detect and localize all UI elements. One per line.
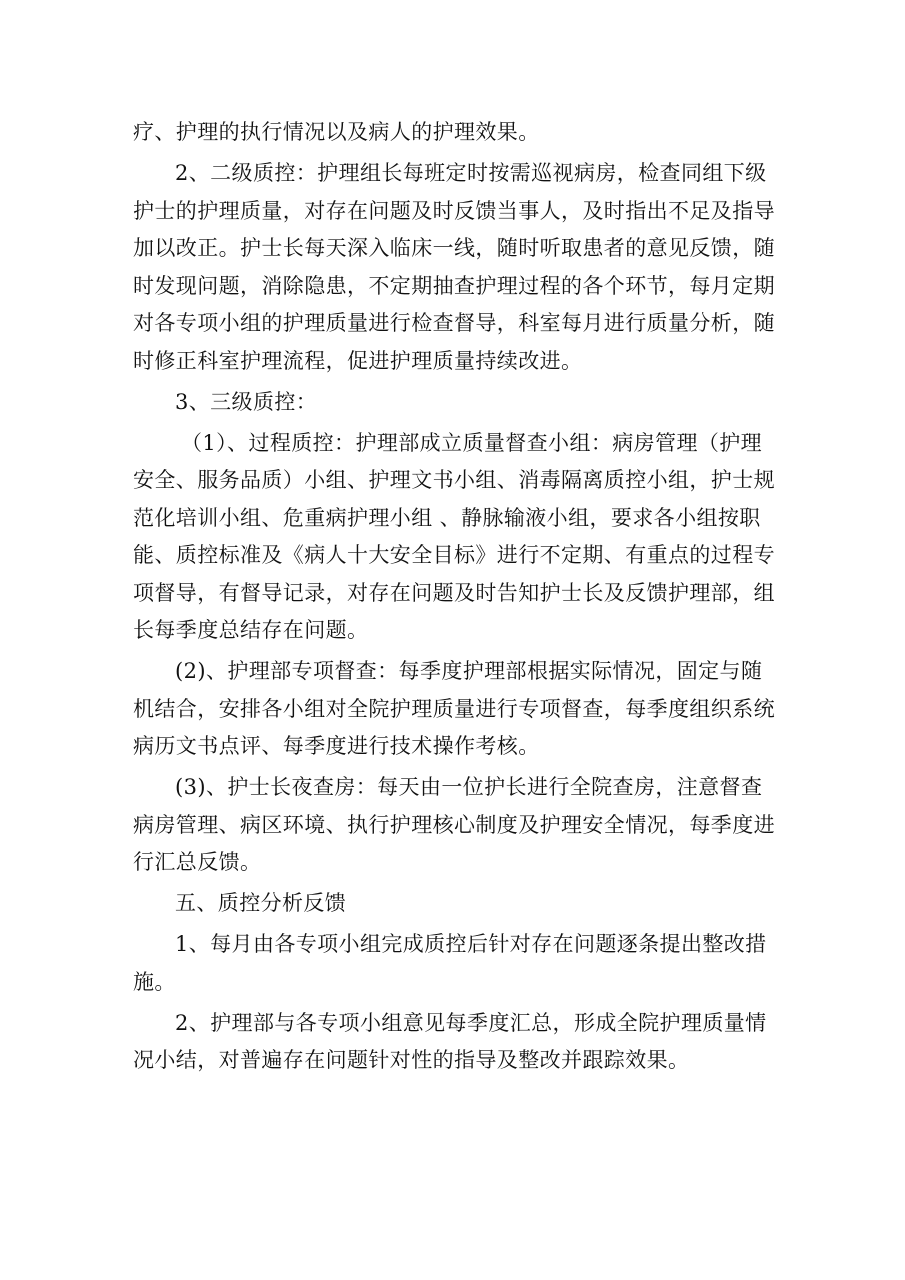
text-line: 时发现问题，消除隐患，不定期抽查护理过程的各个环节，每月定期 [133, 273, 775, 298]
text-line: 时修正科室护理流程，促进护理质量持续改进。 [133, 348, 583, 373]
text-line: 加以改正。护士长每天深入临床一线，随时听取患者的意见反馈，随 [133, 236, 775, 260]
text-line: （1）、过程质控：护理部成立质量督查小组：病房管理（护理 [181, 430, 763, 455]
text-line: 能、质控标准及《病人十大安全目标》进行不定期、有重点的过程专 [133, 543, 775, 567]
text-line: 1、每月由各专项小组完成质控后针对存在问题逐条提出整改措 [175, 932, 767, 956]
text-line: 病房管理、病区环境、执行护理核心制度及护理安全情况，每季度进 [133, 812, 775, 837]
text-line: 病历文书点评、每季度进行技术操作考核。 [133, 734, 540, 758]
heading-qc-analysis-feedback [133, 885, 783, 923]
text-line: 施。 [133, 969, 176, 994]
text-line: 项督导，有督导记录，对存在问题及时告知护士长及反馈护理部，组 [133, 580, 775, 605]
paragraph-second-level-qc [133, 155, 783, 380]
text-line: 机结合，安排各小组对全院护理质量进行专项督查，每季度组织系统 [133, 696, 775, 721]
paragraph-night-rounds [133, 769, 783, 882]
paragraph-special-inspection [133, 653, 783, 766]
text-line: (3)、护士长夜查房：每天由一位护长进行全院查房，注意督查 [175, 775, 763, 799]
text-line: 2、护理部与各专项小组意见每季度汇总，形成全院护理质量情 [175, 1010, 767, 1035]
text-line: (2)、护理部专项督查：每季度护理部根据实际情况，固定与随 [175, 659, 763, 683]
text-line: 安全、服务品质）小组、护理文书小组、消毒隔离质控小组，护士规 [133, 468, 775, 492]
paragraph-quarterly-summary [133, 1005, 783, 1080]
text-line: 护士的护理质量，对存在问题及时反馈当事人，及时指出不足及指导 [133, 198, 775, 223]
paragraph-monthly-rectification [133, 926, 783, 1001]
heading-third-level-qc [133, 384, 783, 422]
text-line: 疗、护理的执行情况以及病人的护理效果。 [133, 120, 540, 144]
text-line: 长每季度总结存在问题。 [133, 618, 369, 642]
text-line: 五、质控分析反馈 [175, 891, 347, 915]
text-line: 行汇总反馈。 [133, 850, 262, 874]
text-line: 3、三级质控： [175, 389, 318, 414]
paragraph-process-qc [133, 425, 783, 650]
text-line: 况小结，对普遍存在问题针对性的指导及整改并跟踪效果。 [133, 1048, 690, 1072]
text-line: 2、二级质控：护理组长每班定时按需巡视病房，检查同组下级 [175, 161, 767, 185]
document-body [133, 114, 783, 1083]
text-line: 范化培训小组、危重病护理小组 、静脉输液小组，要求各小组按职 [133, 505, 761, 530]
text-line: 对各专项小组的护理质量进行检查督导，科室每月进行质量分析，随 [133, 311, 775, 335]
paragraph-continuation [133, 114, 783, 152]
